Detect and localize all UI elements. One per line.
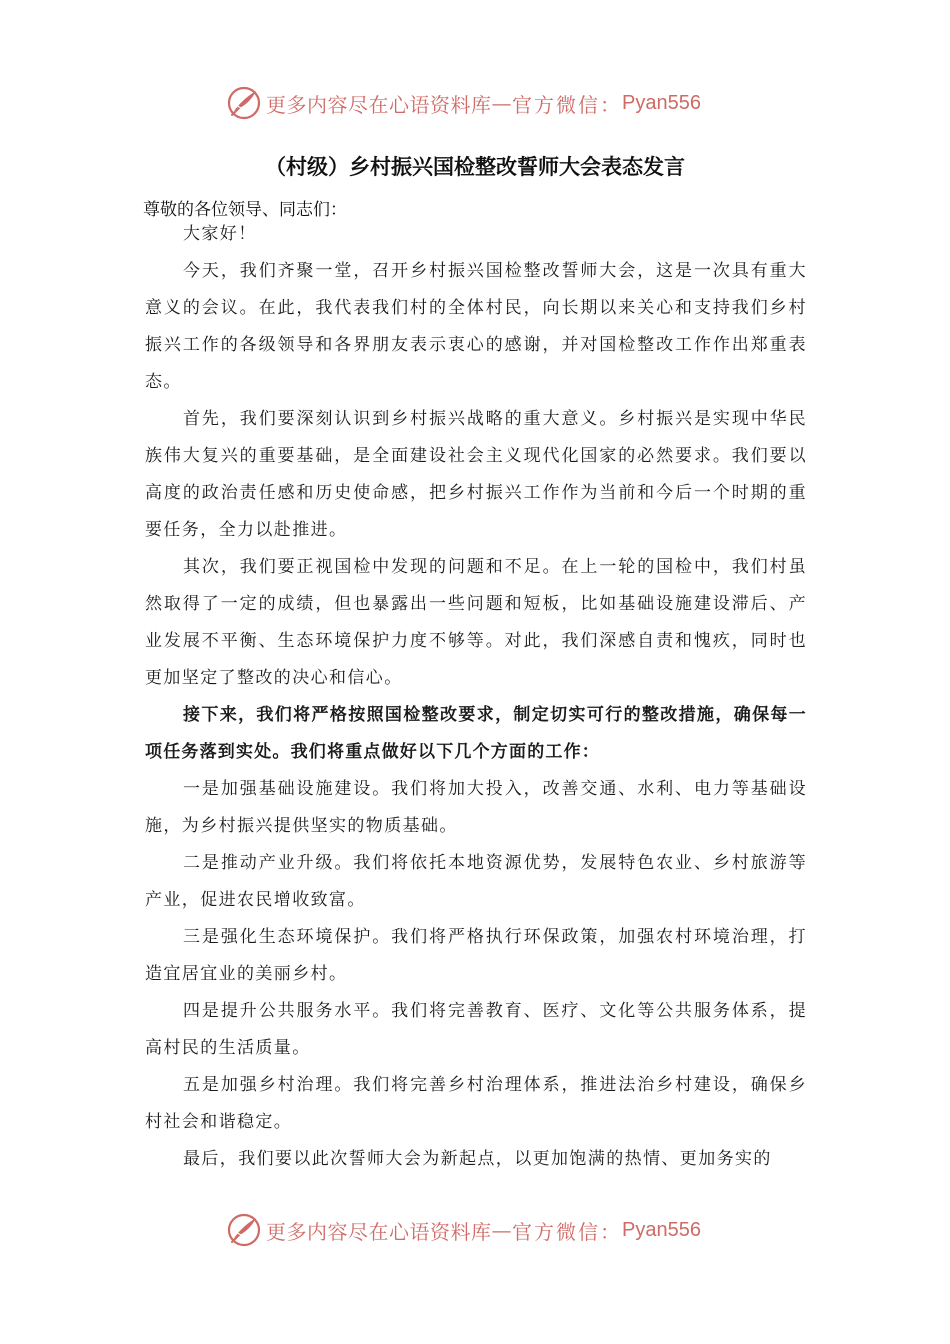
footer-banner — [226, 1210, 746, 1250]
banner-text: 更多内容尽在心语资料库 — [266, 92, 492, 117]
paragraph: 一是加强基础设施建设。我们将加大投入，改善交通、水利、电力等基础设施，为乡村振兴提供坚实的物质基础。 — [145, 779, 807, 836]
banner-text: 更多内容尽在心语资料库 — [266, 1219, 492, 1244]
banner-dash: — — [491, 1218, 512, 1242]
paragraph: 二是推动产业升级。我们将依托本地资源优势，发展特色农业、乡村旅游等产业，促进农民增收致富。 — [145, 853, 807, 910]
banner-wechat-label: 官方微信： — [512, 1219, 622, 1244]
salutation: 尊敬的各位领导、同志们： — [143, 200, 347, 220]
banner-wechat-id: Pyan556 — [622, 91, 701, 114]
quill-pen-logo-icon — [226, 85, 262, 121]
paragraph-last: 最后，我们要以此次誓师大会为新起点，以更加饱满的热情、更加务实的 — [183, 1149, 772, 1169]
banner-wechat-id: Pyan556 — [622, 1218, 701, 1241]
paragraph: 今天，我们齐聚一堂，召开乡村振兴国检整改誓师大会，这是一次具有重大意义的会议。在此，我代表我们村的全体村民，向长期以来关心和支持我们乡村振兴工作的各级领导和各界朋友表示衷心的感谢，并对国检整改工作作出郑重表态。 — [145, 261, 807, 392]
document-title: （村级）乡村振兴国检整改誓师大会表态发言 — [265, 155, 685, 179]
header-banner — [226, 83, 746, 123]
quill-pen-logo-icon — [226, 1212, 262, 1248]
document-body — [145, 216, 807, 1178]
paragraph: 三是强化生态环境保护。我们将严格执行环保政策，加强农村环境治理，打造宜居宜业的美丽乡村。 — [145, 927, 807, 984]
paragraph-greeting: 大家好！ — [183, 224, 257, 244]
paragraph: 五是加强乡村治理。我们将完善乡村治理体系，推进法治乡村建设，确保乡村社会和谐稳定。 — [145, 1075, 807, 1132]
banner-wechat-label: 官方微信： — [512, 92, 622, 117]
paragraph: 四是提升公共服务水平。我们将完善教育、医疗、文化等公共服务体系，提高村民的生活质量。 — [145, 1001, 807, 1058]
banner-dash: — — [491, 91, 512, 115]
paragraph: 首先，我们要深刻认识到乡村振兴战略的重大意义。乡村振兴是实现中华民族伟大复兴的重要基础，是全面建设社会主义现代化国家的必然要求。我们要以高度的政治责任感和历史使命感，把乡村振兴工作作为当前和今后一个时期的重要任务，全力以赴推进。 — [145, 409, 807, 540]
paragraph-bold: 接下来，我们将严格按照国检整改要求，制定切实可行的整改措施，确保每一项任务落到实处。我们将重点做好以下几个方面的工作： — [145, 705, 807, 762]
paragraph: 其次，我们要正视国检中发现的问题和不足。在上一轮的国检中，我们村虽然取得了一定的成绩，但也暴露出一些问题和短板，比如基础设施建设滞后、产业发展不平衡、生态环境保护力度不够等。对此，我们深感自责和愧疚，同时也更加坚定了整改的决心和信心。 — [145, 557, 807, 688]
